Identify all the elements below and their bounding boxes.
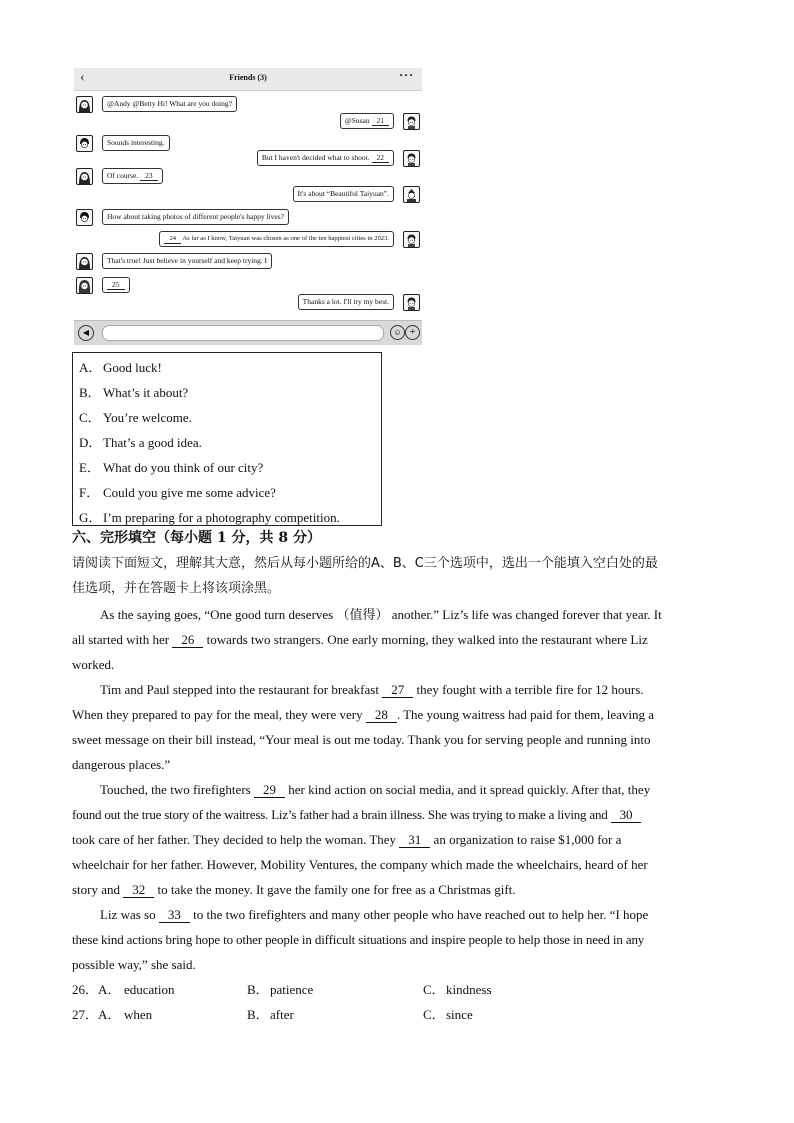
chat-title: Friends (3) <box>229 73 267 82</box>
emoji-icon[interactable]: ☺ <box>390 325 405 340</box>
blank-24: 24 <box>164 234 181 244</box>
passage-line: possible way,” she said. <box>72 957 196 972</box>
option-item: A． Good luck! <box>79 360 162 375</box>
question-num: 27．A． <box>72 1007 121 1022</box>
avatar-icon[interactable] <box>403 231 420 248</box>
message-input[interactable] <box>102 325 384 341</box>
chat-message <box>298 293 420 311</box>
blank-32: 32 <box>123 883 154 898</box>
chat-message <box>76 95 237 113</box>
blank-23: 23 <box>140 171 158 181</box>
option-item: E． What do you think of our city? <box>79 460 264 475</box>
question-c-label: C． <box>423 1007 445 1022</box>
section-heading: 六、完形填空（每小题 1 分，共 8 分） <box>72 530 321 546</box>
avatar-icon[interactable] <box>403 113 420 130</box>
blank-25: 25 <box>107 280 125 290</box>
chat-message <box>293 185 421 203</box>
passage-line: these kind actions bring hope to other people in difficult situations and inspire people to help those in need in any <box>72 932 645 947</box>
question-b: patience <box>270 982 314 997</box>
passage-line: took care of her father. They decided to help the woman. They 31 an organization to raise $1,000 for a <box>72 832 622 847</box>
avatar-icon[interactable] <box>403 150 420 167</box>
chat-header <box>74 68 422 91</box>
question-a: when <box>124 1007 153 1022</box>
avatar-icon[interactable] <box>403 294 420 311</box>
chat-message <box>76 134 170 152</box>
message-bubble: That's true! Just believe in yourself and keep trying. I <box>102 253 272 269</box>
blank-28: 28 <box>366 708 397 723</box>
chat-message <box>76 276 130 294</box>
avatar-icon[interactable] <box>76 209 93 226</box>
question-b-label: B． <box>247 1007 269 1022</box>
avatar-icon[interactable] <box>76 253 93 270</box>
passage-line: dangerous places.” <box>72 757 171 772</box>
voice-icon[interactable]: ◀ <box>78 325 94 341</box>
avatar-icon[interactable] <box>76 135 93 152</box>
message-bubble: But I haven't decided what to shoot. 22 <box>257 150 394 166</box>
message-bubble <box>102 277 130 293</box>
blank-30: 30 <box>611 808 642 823</box>
passage-line: all started with her 26 towards two strangers. One early morning, they walked into the restaurant where Liz <box>72 632 648 647</box>
avatar-icon[interactable] <box>76 277 93 294</box>
message-bubble: Of course. 23 <box>102 168 163 184</box>
option-item: D． That’s a good idea. <box>79 435 202 450</box>
blank-29: 29 <box>254 783 285 798</box>
avatar-icon[interactable] <box>76 96 93 113</box>
instruction-line-1: 请阅读下面短文，理解其大意，然后从每小题所给的A、B、C三个选项中，选出一个能填入空白处的最 <box>72 556 658 571</box>
passage-line: wheelchair for her father. However, Mobility Ventures, the company which made the wheelchairs, heard of her <box>72 857 648 872</box>
message-bubble: How about taking photos of different people's happy lives? <box>102 209 289 225</box>
passage-line: When they prepared to pay for the meal, they were very 28 . The young waitress had paid for them, leaving a <box>72 707 654 722</box>
option-item: G． I’m preparing for a photography competition. <box>79 510 340 525</box>
chat-screenshot <box>74 68 422 344</box>
instruction-line-2: 佳选项，并在答题卡上将该项涂黑。 <box>72 581 281 596</box>
passage-line: worked. <box>72 657 115 672</box>
message-bubble: 24 As far as I know, Taiyuan was chosen as one of the ten happiest cities in 2023. <box>159 231 394 247</box>
blank-27: 27 <box>382 683 413 698</box>
more-icon[interactable]: ··· <box>398 68 414 82</box>
avatar-icon[interactable] <box>76 168 93 185</box>
question-a: education <box>124 982 175 997</box>
chat-input-bar <box>74 320 422 345</box>
passage-line: Tim and Paul stepped into the restaurant for breakfast 27 they fought with a terrible fire for 12 hours. <box>100 682 644 697</box>
blank-33: 33 <box>159 908 190 923</box>
blank-26: 26 <box>172 633 203 648</box>
passage-line: story and 32 to take the money. It gave the family one for free as a Christmas gift. <box>72 882 516 897</box>
blank-31: 31 <box>399 833 430 848</box>
message-bubble: @Susan 21 <box>340 113 394 129</box>
plus-icon[interactable]: + <box>405 325 420 340</box>
message-bubble: It's about “Beautiful Taiyuan”. <box>293 186 395 202</box>
message-bubble: @Andy @Betty Hi! What are you doing? <box>102 96 237 112</box>
question-c: since <box>446 1007 473 1022</box>
option-item: B． What’s it about? <box>79 385 189 400</box>
question-b-label: B． <box>247 982 269 997</box>
option-item: C． You’re welcome. <box>79 410 192 425</box>
passage-line: Touched, the two firefighters 29 her kind action on social media, and it spread quickly. After that, they <box>100 782 651 797</box>
chat-message <box>76 252 272 270</box>
message-bubble: Thanks a lot. I'll try my best. <box>298 294 394 310</box>
passage-line: Liz was so 33 to the two firefighters and many other people who have reached out to help her. “I hope <box>100 907 649 922</box>
answer-options-box <box>72 352 382 526</box>
passage-line: found out the true story of the waitress. Liz’s father had a brain illness. She was trying to make a living and 30 <box>72 807 641 823</box>
option-item: F． Could you give me some advice? <box>79 485 276 500</box>
avatar-icon[interactable] <box>403 186 420 203</box>
chat-message <box>76 167 163 185</box>
message-bubble: Sounds interesting. <box>102 135 170 151</box>
passage-line: As the saying goes, “One good turn deserves （值得） another.” Liz’s life was changed forever that year. It <box>100 607 662 622</box>
chat-message <box>340 112 420 130</box>
chat-message <box>76 208 289 226</box>
chat-message <box>159 230 420 248</box>
back-icon[interactable]: ‹ <box>80 70 85 85</box>
question-b: after <box>270 1007 294 1022</box>
blank-22: 22 <box>372 153 390 163</box>
question-c-label: C． <box>423 982 445 997</box>
blank-21: 21 <box>372 116 390 126</box>
chat-message <box>257 149 420 167</box>
passage-line: sweet message on their bill instead, “Your meal is out me today. Thank you for serving people and running into <box>72 732 651 747</box>
question-num: 26．A． <box>72 982 121 997</box>
question-c: kindness <box>446 982 492 997</box>
